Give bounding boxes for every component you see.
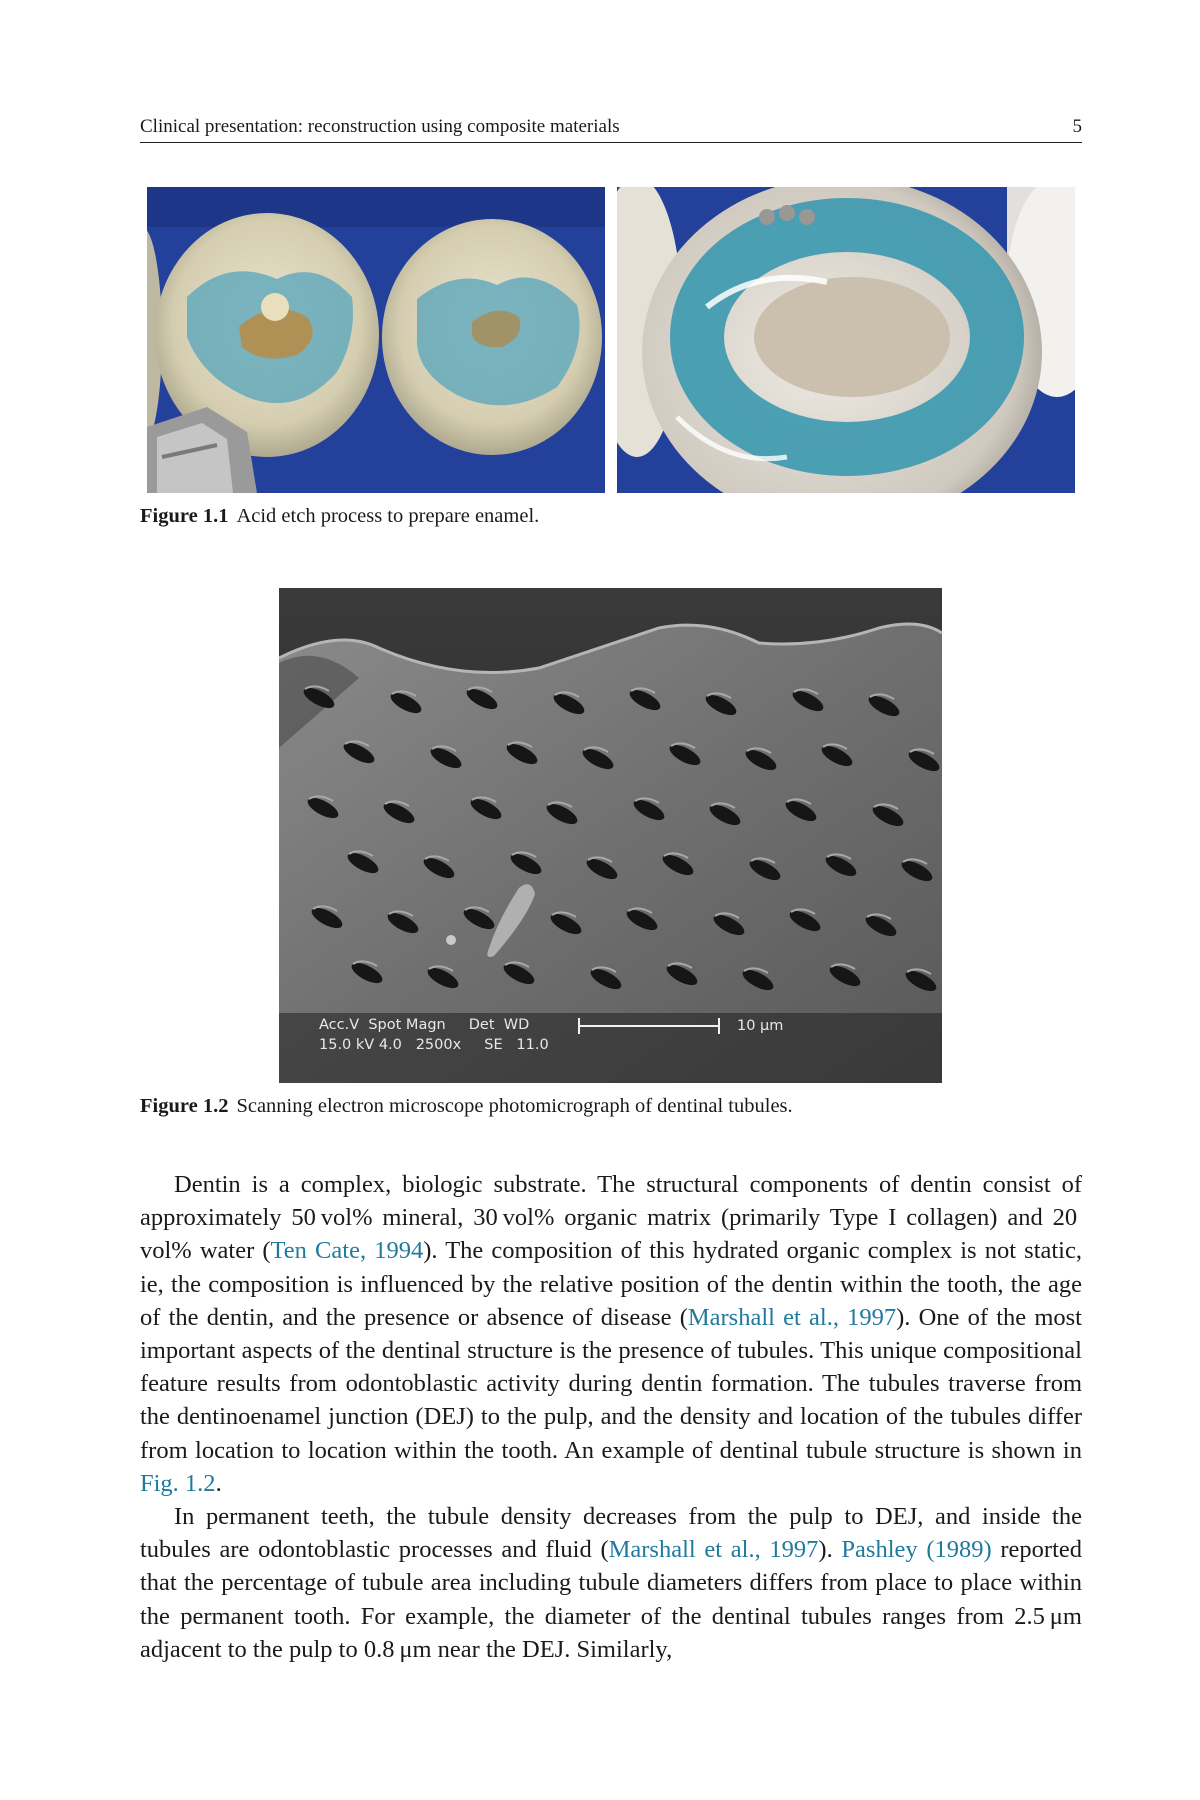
paragraph-1 — [140, 1168, 1082, 1500]
sem-scale-label: 10 µm — [737, 1018, 784, 1034]
page-number: 5 — [1072, 116, 1082, 137]
p1-text-1: Dentin is a complex, biologic substrate. The structural components of dentin consist of approximately 50 vol% mineral, 30 vol% organic matrix (primarily Type I collagen) and 20 vol% water ( — [140, 1171, 1082, 1265]
body-text — [140, 1168, 1082, 1666]
sem-meta-row1: Acc.V Spot Magn Det WD — [319, 1017, 530, 1033]
ref-marshall-1997-b[interactable]: Marshall et al., 1997 — [608, 1536, 819, 1564]
figure-1-1-left-photo — [147, 187, 605, 493]
p2-text-3: reported that the percentage of tubule area including tubule diameters differs from place to place within the permanent tooth. For example, the diameter of the dentinal tubules ranges from 2.5 μm adjacent to the pulp to 0.8 μm near the DEJ. Similarly, — [140, 1536, 1082, 1663]
figure-1-2-sem-image — [279, 588, 942, 1083]
figure-1-1-label: Figure 1.1 — [140, 505, 229, 527]
figure-1-2-caption — [140, 1095, 793, 1118]
ref-ten-cate-1994[interactable]: Ten Cate, 1994 — [270, 1237, 424, 1265]
p2-text-2: ). — [818, 1536, 842, 1564]
figure-1-1-right-photo — [617, 187, 1075, 493]
figure-1-1-caption-text: Acid etch process to prepare enamel. — [236, 505, 540, 527]
p1-text-3: ). One of the most important aspects of the dentinal structure is the presence of tubules. This unique compositional feature results from odontoblastic activity during dentin formation. The tubules traverse from the dentinoenamel junction (DEJ) to the pulp, and the density and location of the tubules differ from location to location within the tooth. An example of dentinal tubule structure is shown in — [140, 1303, 1082, 1464]
ref-marshall-1997[interactable]: Marshall et al., 1997 — [687, 1303, 897, 1331]
p2-text-1: In permanent teeth, the tubule density decreases from the pulp to DEJ, and inside the tubules are odontoblastic processes and fluid ( — [140, 1503, 1082, 1564]
ref-fig-1-2[interactable]: Fig. 1.2 — [140, 1469, 216, 1497]
p1-text-4: . — [215, 1469, 222, 1497]
figure-1-1-caption — [140, 505, 539, 528]
p1-text-2: ). The composition of this hydrated organic complex is not static, ie, the composition is influenced by the relative position of the dentin within the tooth, the age of the dentin, and the presence or absence of disease ( — [140, 1237, 1082, 1331]
paragraph-2 — [140, 1500, 1082, 1666]
figure-1-2-label: Figure 1.2 — [140, 1095, 229, 1117]
sem-meta-row2: 15.0 kV 4.0 2500x SE 11.0 — [319, 1037, 549, 1053]
running-head — [140, 112, 1082, 143]
running-head-title: Clinical presentation: reconstruction using composite materials — [140, 116, 620, 137]
figure-1-2-caption-text: Scanning electron microscope photomicrograph of dentinal tubules. — [236, 1095, 793, 1117]
ref-pashley-1989[interactable]: Pashley (1989) — [841, 1536, 992, 1564]
